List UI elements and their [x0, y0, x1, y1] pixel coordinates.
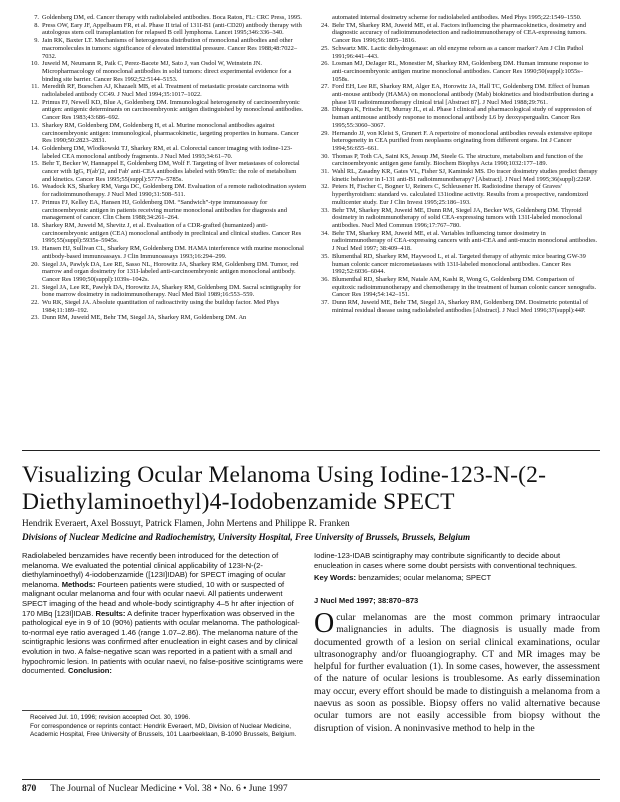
reference-text: Hansen HJ, Sullivan CL, Sharkey RM, Goldenberg DM. HAMA interference with murine monoclonal antibody-based immunoassays. J Clin Immunoassays 1993;16:294–299.	[42, 245, 304, 260]
reference-item	[24, 14, 307, 22]
reference-text: Blumenthal RD, Sharkey RM, Haywood L, et al. Targeted therapy of athymic mice bearing GW-39 human colonic cancer micrometastases with 131I-labeled monoclonal antibodies. Cancer Res 1992;52:6036–6044.	[332, 252, 586, 276]
reference-item	[314, 45, 599, 60]
reference-text: Dunn RM, Juweid ME, Behr TM, Siegel JA, Sharkey RM, Goldenberg DM. An	[42, 314, 247, 322]
reference-text: Ford EH, Lee RE, Sharkey RM, Alger EA, Horowitz JA, Hall TC, Goldenberg DM. Effect of human anti-mouse antibody (HAMA) on monoclonal antibody (Mab) biokinetics and biodistribution during a phase I/II radioimmunotherapy clinical trial [Abstract 87]. J Nucl Med 1988;29:761.	[332, 83, 594, 106]
reference-number: 19.	[31, 245, 39, 253]
reference-item	[314, 153, 599, 168]
reference-item	[24, 60, 307, 83]
citation: J Nucl Med 1997; 38:870–873	[314, 596, 419, 605]
reference-text: Siegel JA, Pawlyk DA, Lee RE, Sasso NL, Horowitz JA, Sharkey RM, Goldenberg DM. Tumor, red marrow and organ dosimetry for 131I-labeled anti-carcinoembryonic antigen monoclonal antibody. Cancer Res 1990;50(suppl):1039s–1042s.	[42, 260, 299, 283]
reference-item	[24, 299, 307, 314]
reference-text: Behr TM, Sharkey RM, Juweid ME, et al. Variables influencing tumor dosimetry in radioimmunotherapy of CEA-expressing cancers with anti-CEA and anti-mucin monoclonal antibodies. J Nucl Med 1997; 38:409–418.	[332, 229, 598, 253]
reference-text: Goldenberg DM, Wlodkowski TJ, Sharkey RM, et al. Colorectal cancer imaging with iodine-123-labeled CEA monoclonal antibody fragments. J Nucl Med 1993;34:61–70.	[42, 144, 293, 160]
abstract-continued	[314, 551, 600, 583]
reference-item	[24, 245, 307, 260]
keywords	[314, 573, 600, 583]
reference-number	[314, 14, 332, 22]
reference-number: 30.	[321, 152, 329, 160]
affiliation: Divisions of Nuclear Medicine and Radiochemistry, University Hospital, Free University of Brussels, Brussels, Belgium	[22, 532, 471, 542]
abstract-intro: Radiolabeled benzamides have recently been introduced for the detection of melanoma. We evaluated the potential clinical applicability of 123I-N-(2-diethylaminoethyl) 4-iodobenzamide ([123I]IDAB) for SPECT imaging of ocular melanoma.	[22, 551, 286, 589]
body-text: cular melanomas are the most common primary intraocular malignancies in adults. The diagnosis is usually made from documented growth of a lesion on serial clinical examinations, ocular ultrasonography and/or fluoangiography. CT and MR images may be helpful for further evaluation (1). In some cases, however, the assessment of the nature of ocular lesions is troublesome. As early dissemination may occur, every effort should be made to distinguish a melanoma from a naevus as soon as possible. Biopsy offers no valid alternative because ocular tumors are not easily accessible from biopsy without the disruption of vision. A noninvasive method to help in the	[314, 612, 600, 734]
abstract-results: A definite tracer hyperfixation was observed in the pathological eye in 9 of 10 (90%) patients with ocular melanoma. The pathological-to-normal eye ratio averaged 1.46 (range 1.07–2.86). The melanoma nature of the scintigraphic lesions was confirmed after enucleation in eight cases and by clinical evolution in two. A false-negative scan was reported in a patient with a small and hypochromic lesion. In patients with ocular naevi, no false-positive scintigrams were documented.	[22, 608, 304, 676]
footnotes	[22, 710, 306, 739]
reference-item	[314, 183, 599, 206]
reference-number: 36.	[321, 275, 329, 283]
reference-item	[24, 160, 307, 183]
reference-text: Behr TM, Sharkey RM, Juweid ME, Dunn RM, Siegel JA, Becker WS, Goldenberg DM. Thyroid dosimetry in radioimmunotherapy of solid CEA-expressing tumors with 131I-labeled monoclonal antibodies. Nucl Med Commun 1996;17:767–780.	[332, 206, 583, 229]
reference-text: Sharkey RM, Juweid M, Shevitz J, et al. Evaluation of a CDR-grafted (humanized) anti-carcinoembryonic antigen (CEA) monoclonal antibody in preclinical and clinical studies. Cancer Res 1995;55(suppl):5935s–5945s.	[42, 221, 302, 245]
reference-number: 31.	[321, 168, 329, 176]
reference-item	[24, 37, 307, 60]
reference-text: Behr T, Becker W, Hannappel E, Goldenberg DM, Wolf F. Targeting of liver metastases of colorectal cancer with IgG, F(ab')2, and Fab' anti-CEA antibodies labeled with 99mTc: the role of metabolism and kinetics. Cancer Res 1995;55(suppl):5777s–5785s.	[42, 160, 300, 183]
reference-item	[24, 99, 307, 122]
reference-item	[314, 299, 599, 314]
reference-number: 11.	[31, 83, 39, 91]
reference-item	[314, 60, 599, 83]
reference-text: automated internal dosimetry scheme for radiolabeled antibodies. Med Phys 1995;22:1549–1550.	[332, 14, 582, 21]
reference-number: 14.	[31, 144, 39, 152]
reference-number: 34.	[321, 229, 329, 237]
reference-item	[24, 83, 307, 98]
reference-number: 23.	[31, 314, 39, 322]
keywords-value: benzamides; ocular melanoma; SPECT	[358, 573, 492, 583]
reference-number: 25.	[321, 44, 329, 52]
reference-number: 9.	[34, 37, 39, 45]
correspondence-note: For correspondence or reprints contact: Hendrik Everaert, MD, Division of Nuclear Medicine, Academic Hospital, Free University of Brussels, 101 Laarbeeklaan, B-1090 Brussels, Belgium.	[30, 722, 297, 738]
reference-item	[314, 14, 599, 22]
methods-label: Methods:	[61, 579, 96, 589]
reference-item	[24, 284, 307, 299]
reference-item	[314, 130, 599, 153]
reference-number: 21.	[31, 283, 39, 291]
results-label: Results:	[95, 608, 126, 618]
reference-item	[24, 145, 307, 160]
author-list: Hendrik Everaert, Axel Bossuyt, Patrick Flamen, John Mertens and Philippe R. Franken	[22, 519, 350, 529]
reference-number: 28.	[321, 106, 329, 114]
journal-info: The Journal of Nuclear Medicine • Vol. 38 • No. 6 • June 1997	[50, 784, 288, 794]
reference-item	[314, 22, 599, 45]
reference-text: Wahl RL, Zasadny KR, Gates VL, Fisher SJ, Kaminski MS. Do tracer dosimetry studies predict therapy kinetic behavior in I-131 anti-B1 radioimmunotherapy? [Abstract]. J Nucl Med 1995;36(suppl):226P.	[332, 168, 598, 183]
reference-item	[314, 83, 599, 106]
reference-text: Siegel JA, Lee RE, Pawlyk DA, Horowitz JA, Sharkey RM, Goldenberg DM. Sacral scintigraphy for bone marrow dosimetry in radioimmunotherapy. Nucl Med Biol 1989;16:553–559.	[42, 283, 301, 299]
reference-text: Dunn RM, Juweid ME, Behr TM, Siegel JA, Sharkey RM, Goldenberg DM. Dosimetric potential of minimal residual disease using radiolabeled antibodies [Abstract]. J Nucl Med 1996;37(suppl):44P.	[332, 299, 589, 314]
reference-item	[314, 207, 599, 230]
article-title: Visualizing Ocular Melanoma Using Iodine-123-N-(2-Diethylaminoethyl)4-Iodobenzamide SPECT	[22, 462, 547, 515]
keywords-label: Key Words:	[314, 573, 357, 583]
reference-text: Losman MJ, DeJager RL, Monestier M, Sharkey RM, Goldenberg DM. Human immune response to anti-carcinoembryonic antigen murine monoclonal antibodies. Cancer Res 1990;50(suppl):1055s–1058s.	[332, 60, 589, 83]
reference-number: 10.	[31, 60, 39, 68]
reference-text: Thomas P, Toth CA, Saini KS, Jessup JM, Steele G. The structure, metabolism and function of the carcinoembryonic antigen gene family. Biochem Biophys Acta 1990;1032:177–189.	[332, 152, 584, 168]
reference-item	[314, 253, 599, 276]
reference-item	[314, 230, 599, 253]
reference-text: Press OW, Eary JF, Appelbaum FR, et al. Phase II trial of 131I-B1 (anti-CD20) antibody therapy with autologous stem cell transplantation for relapsed B cell lymphoma. Lancet 1995;346:336–340.	[42, 21, 302, 37]
reference-text: Blumenthal RD, Sharkey RM, Natale AM, Kashi R, Wong G, Goldenberg DM. Comparison of equitoxic radioimmunotherapy and chemotherapy in the treatment of human colonic cancer xenografts. Cancer Res 1994;54:142–151.	[332, 275, 597, 299]
reference-number: 15.	[31, 160, 39, 168]
reference-item	[24, 261, 307, 284]
reference-number: 24.	[321, 21, 329, 29]
reference-item	[24, 222, 307, 245]
abstract	[22, 551, 306, 676]
reference-text: Meredith RF, Bueschen AJ, Khazaeli MB, et al. Treatment of metastatic prostate carcinoma with radiolabeled antibody CC49. J Nucl Med 1994;35:1017–1022.	[42, 83, 289, 99]
reference-number: 20.	[31, 260, 39, 268]
reference-number: 26.	[321, 60, 329, 68]
reference-item	[24, 22, 307, 37]
reference-text: Peters H, Fischer C, Bogner U, Reiners C, Schleusener H. Radioiodine therapy of Graves' hyperthyroidism: standard vs. calculated 131iodine activity. Results from a prospective, randomized multicenter study. Eur J Clin Invest 1995;25:186–193.	[332, 183, 589, 206]
references-left-column	[24, 14, 307, 322]
reference-number: 35.	[321, 252, 329, 260]
reference-item	[24, 314, 307, 322]
reference-text: Schwartz MK. Lactic dehydrogenase: an old enzyme reborn as a cancer marker? Am J Clin Pathol 1991;96:441–443.	[332, 44, 584, 60]
reference-text: Weadock KS, Sharkey RM, Varga DC, Goldenberg DM. Evaluation of a remote radioiodination system for radioimmunotherapy. J Nucl Med 1990;31:508–511.	[42, 183, 307, 199]
reference-number: 29.	[321, 129, 329, 137]
reference-number: 8.	[34, 21, 39, 29]
reference-text: Juweid M, Neumann R, Paik C, Perez-Bacete MJ, Sato J, van Osdol W, Weinstein JN. Micropharmacology of monoclonal antibodies in solid tumors: direct experimental evidence for a binding site barrier. Cancer Res 1992;52:5144–5153.	[42, 60, 292, 83]
reference-text: Primus FJ, Newell KD, Blue A, Goldenberg DM. Immunological heterogeneity of carcinoembryonic antigen: antigenic determinants on carcinoembryonic antigen distinguished by monoclonal antibodies. Cancer Res 1983;43:686–692.	[42, 98, 304, 122]
reference-number: 16.	[31, 183, 39, 191]
reference-text: Primus FJ, Kelley EA, Hansen HJ, Goldenberg DM. “Sandwich”-type immunoassay for carcinoembryonic antigen in patients receiving murine monoclonal antibodies for diagnosis and management of cancer. Clin Chem 1988;34:261–264.	[42, 198, 287, 222]
drop-cap: O	[314, 608, 335, 639]
reference-text: Goldenberg DM, ed. Cancer therapy with radiolabeled antibodies. Boca Raton, FL: CRC Press, 1995.	[42, 14, 302, 21]
reference-number: 12.	[31, 98, 39, 106]
references-right-column	[314, 14, 599, 314]
reference-number: 13.	[31, 121, 39, 129]
reference-text: Wu RK, Siegel JA. Absolute quantitation of radioactivity using the buildup factor. Med Phys 1984;11:189–192.	[42, 299, 280, 314]
reference-text: Jain RK, Baxter LT. Mechanisms of heterogenous distribution of monoclonal antibodies and other macromolecules in tumors: significance of elevated interstitial pressure. Cancer Res 1988;48:7022–7032.	[42, 37, 298, 60]
reference-number: 22.	[31, 299, 39, 307]
reference-item	[24, 183, 307, 198]
reference-item	[314, 106, 599, 129]
reference-number: 7.	[34, 14, 39, 21]
reference-text: Sharkey RM, Goldenberg DM, Goldenberg H, et al. Murine monoclonal antibodies against carcinoembryonic antigen: immunological, pharmacokinetic, targeting properties in humans. Cancer Res 1990;50:2823–2831.	[42, 121, 299, 145]
body-intro	[314, 608, 600, 735]
abstract-conclusion: Iodine-123-IDAB scintigraphy may contribute significantly to decide about enucleation in cases where some doubt persists with conventional techniques.	[314, 551, 577, 570]
reference-number: 17.	[31, 198, 39, 206]
conclusion-label: Conclusion:	[68, 666, 112, 676]
received-note: Received Jul. 10, 1996; revision accepted Oct. 30, 1996.	[30, 714, 191, 721]
reference-number: 33.	[321, 206, 329, 214]
footer-divider	[22, 779, 600, 780]
section-divider	[22, 450, 600, 451]
footnote-rule	[22, 710, 142, 711]
reference-text: Behr TM, Sharkey RM, Juweid ME, et al. Factors influencing the pharmacokinetics, dosimetry and diagnostic accuracy of radioimmunodetection and radioimmunotherapy of CEA-expressing tumors. Cancer Res 1996;56:1805–1816.	[332, 21, 587, 45]
reference-text: Hernando JJ, von Kleist S, Grunert F. A repertoire of monoclonal antibodies reveals extensive epitope heterogeneity in CEA purified from neoplasms originating from different organs. Int J Cancer 1994;56:655–661.	[332, 129, 593, 152]
reference-item	[24, 199, 307, 222]
reference-number: 37.	[321, 299, 329, 307]
reference-text: Dhingra K, Fritsche H, Murray JL, et al. Phase I clinical and pharmacological study of suppression of human antimouse antibody response to monoclonal antibody L6 by deoxyspergualin. Cancer Res 1995;55:3060–3067.	[332, 106, 592, 129]
reference-item	[314, 168, 599, 183]
reference-item	[314, 276, 599, 299]
reference-number: 32.	[321, 183, 329, 191]
page-footer	[22, 784, 600, 794]
reference-item	[24, 122, 307, 145]
reference-number: 27.	[321, 83, 329, 91]
abstract-methods: Fourteen patients were studied, 10 with or suspected of malignant ocular melanoma and four with ocular naevi. All patients underwent SPECT imaging of the head and whole-body scintigraphy 4–5 hr after injection of 170 MBq [123I]IDAB.	[22, 579, 294, 618]
page-number: 870	[22, 784, 37, 794]
reference-number: 18.	[31, 221, 39, 229]
